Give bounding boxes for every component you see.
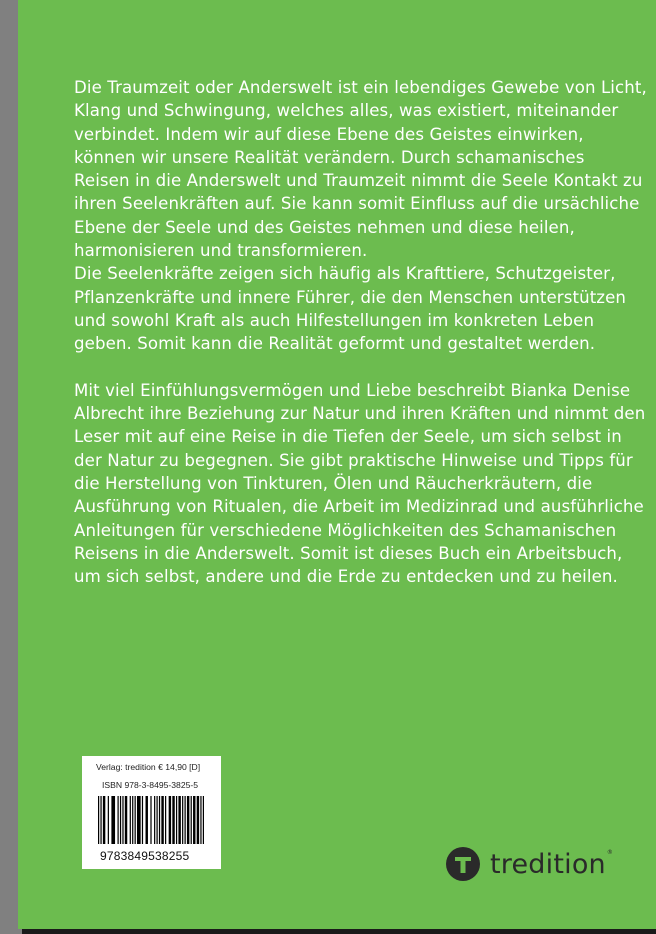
barcode-bar	[130, 796, 131, 844]
isbn-label: ISBN 978-3-8495-3825-5	[102, 780, 199, 790]
barcode-bar	[120, 796, 121, 844]
blurb-line: Reisen in die Anderswelt und Traumzeit nimmt die Seele Kontakt zu	[74, 171, 643, 191]
barcode-bar	[154, 796, 155, 844]
ean-digits: 9783849538255	[100, 849, 190, 863]
blurb-line: die Herstellung von Tinkturen, Ölen und Räucherkräutern, die	[74, 474, 593, 494]
blurb-line: Klang und Schwingung, welches alles, was existiert, miteinander	[74, 101, 619, 121]
barcode-bar	[132, 796, 133, 844]
blurb-line: Ausführung von Ritualen, die Arbeit im Medizinrad und ausführliche	[74, 497, 644, 517]
barcode-bar	[125, 796, 127, 844]
barcode-bar	[150, 796, 151, 844]
blurb-line: Reisens in die Anderswelt. Somit ist dieses Buch ein Arbeitsbuch,	[74, 543, 623, 563]
barcode-bar	[142, 796, 143, 844]
blurb-line: und sowohl Kraft als auch Hilfestellungen im konkreten Leben	[74, 310, 595, 330]
blurb-line: können wir unsere Realität verändern. Durch schamanisches	[74, 147, 585, 167]
blurb-line: Pflanzenkräfte und innere Führer, die den Menschen unterstützen	[74, 287, 627, 307]
logo-wordmark: tredition	[490, 848, 606, 880]
barcode-bar	[191, 796, 192, 844]
blurb-text	[74, 76, 647, 589]
blurb-line: der Natur zu begegnen. Sie gibt praktische Hinweise und Tipps für	[74, 450, 633, 470]
barcode-bar	[108, 796, 109, 844]
barcode-bar	[169, 796, 171, 844]
blurb-line: Die Seelenkräfte zeigen sich häufig als Krafttiere, Schutzgeister,	[74, 264, 616, 284]
isbn-barcode-box	[82, 756, 221, 869]
barcode-bar	[200, 796, 201, 844]
barcode-bar	[178, 796, 180, 844]
barcode-bar	[111, 796, 115, 844]
blurb-line: Anleitungen für verschiedene Möglichkeiten des Schamanischen	[74, 520, 617, 540]
barcode-bar	[197, 796, 199, 844]
barcode-bar	[117, 796, 118, 844]
barcode-bar	[159, 796, 160, 844]
tredition-logo	[446, 844, 613, 884]
barcode-bar	[193, 796, 195, 844]
blurb-line: Ebene der Seele und des Geistes nehmen und diese heilen,	[74, 217, 575, 237]
barcode-bar	[203, 796, 204, 844]
blurb-line: harmonisieren und transformieren.	[74, 241, 368, 261]
barcode-bar	[176, 796, 177, 844]
barcode-bar	[137, 796, 141, 844]
blurb-line: ihren Seelenkräften auf. Sie kann somit Einfluss auf die ursächliche	[74, 194, 640, 214]
barcode-bar	[103, 796, 105, 844]
registered-mark: ®	[606, 849, 613, 856]
barcode-bar	[161, 796, 163, 844]
barcode-bar	[146, 796, 148, 844]
barcode-bar	[100, 796, 101, 844]
barcode-bars	[98, 796, 204, 844]
paragraph-gap	[74, 356, 634, 379]
barcode-bar	[172, 796, 174, 844]
barcode-bar	[135, 796, 136, 844]
barcode-bar	[165, 796, 166, 844]
barcode-bar	[187, 796, 189, 844]
blurb-line: Mit viel Einfühlungsvermögen und Liebe beschreibt Bianka Denise	[74, 380, 631, 400]
barcode-bar	[185, 796, 186, 844]
barcode-bar	[98, 796, 99, 844]
barcode-bar	[182, 796, 183, 844]
publisher-price-label: Verlag: tredition € 14,90 [D]	[96, 762, 201, 772]
blurb-line: geben. Somit kann die Realität geformt und gestaltet werden.	[74, 334, 596, 354]
blurb-line: Leser mit auf eine Reise in die Tiefen der Seele, um sich selbst in	[74, 427, 622, 447]
blurb-line: um sich selbst, andere und die Erde zu entdecken und zu heilen.	[74, 567, 618, 587]
barcode-bar	[156, 796, 157, 844]
blurb-line: Albrecht ihre Beziehung zur Natur und ihren Kräften und nimmt den	[74, 404, 646, 424]
barcode-bar	[122, 796, 123, 844]
tredition-t-logo-icon	[446, 847, 480, 881]
blurb-line: verbindet. Indem wir auf diese Ebene des Geistes einwirken,	[74, 124, 584, 144]
blurb-line: Die Traumzeit oder Anderswelt ist ein lebendiges Gewebe von Licht,	[74, 78, 647, 97]
cover-shadow	[22, 929, 656, 934]
